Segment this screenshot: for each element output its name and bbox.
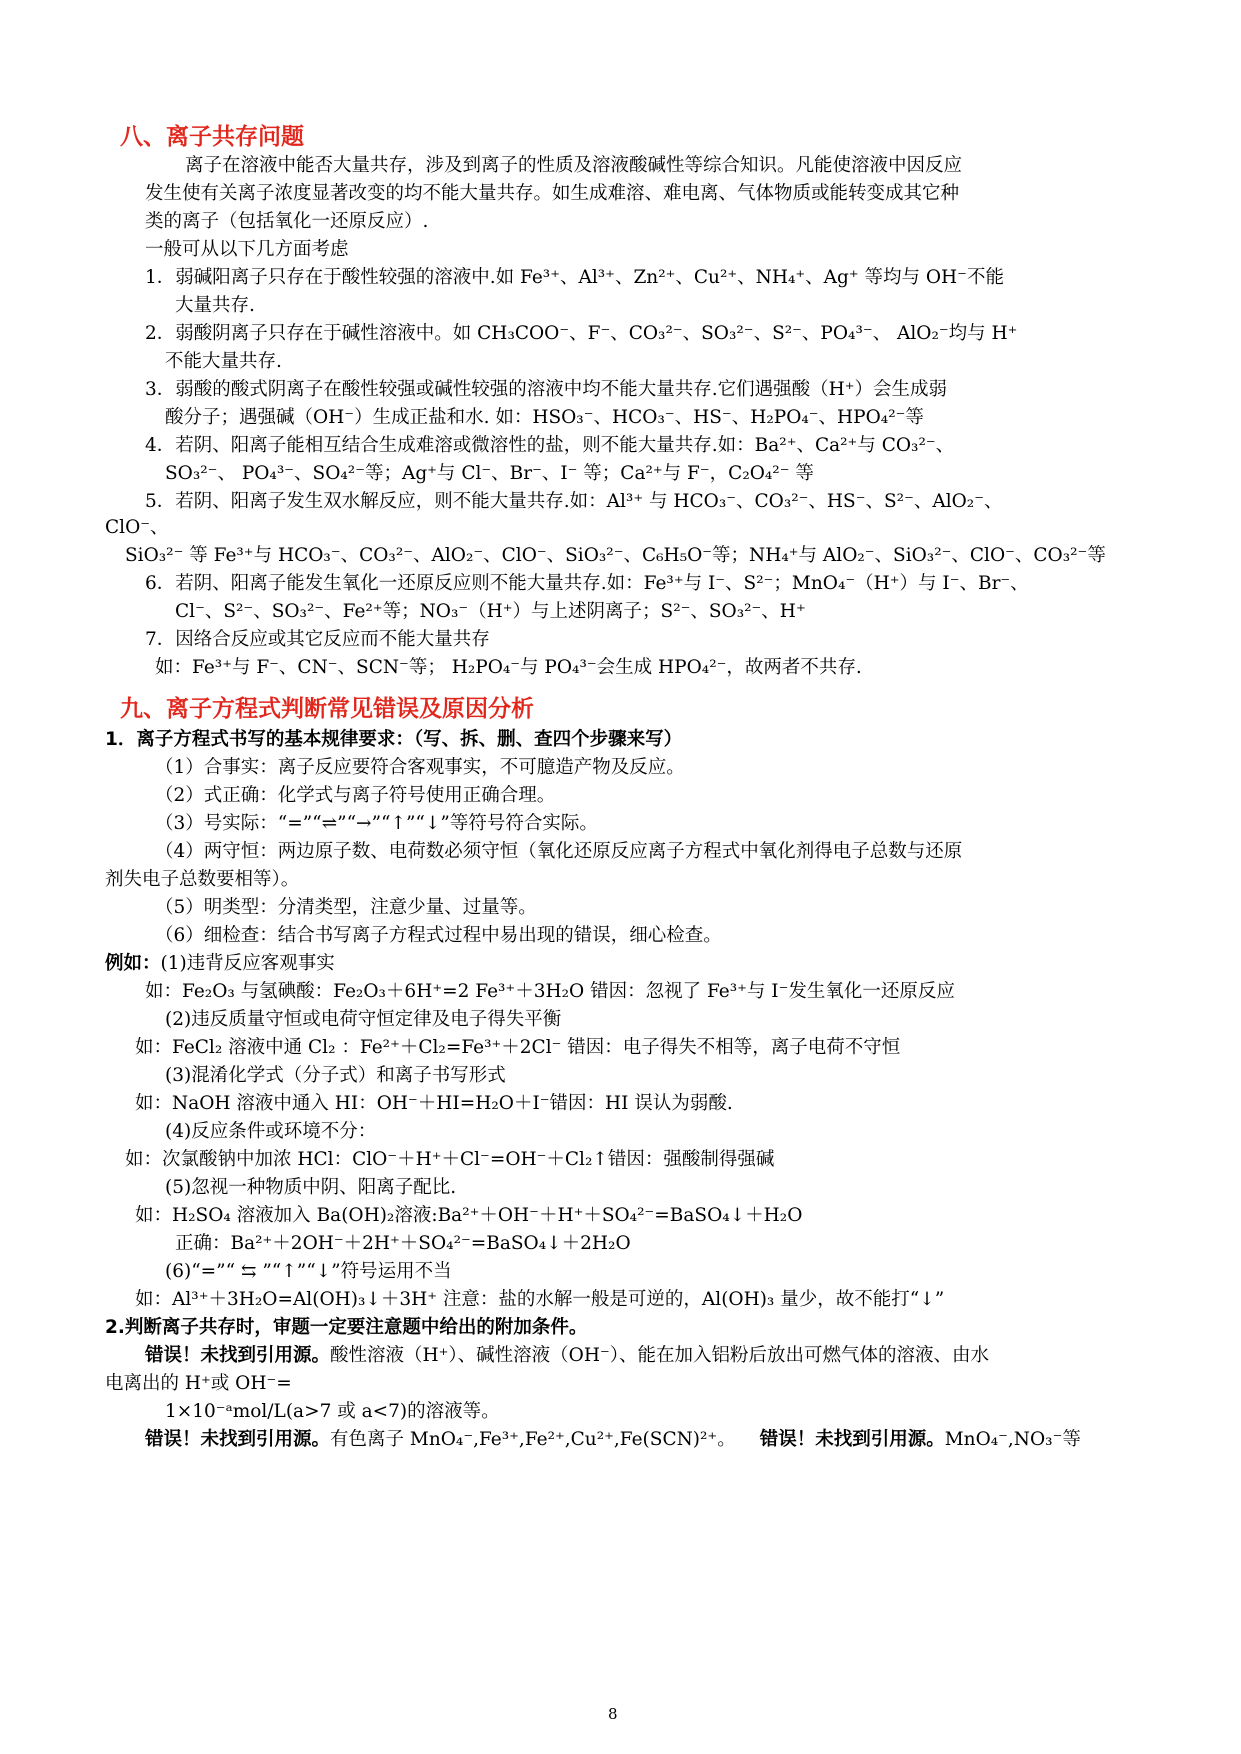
text-line: 大量共存. (175, 295, 255, 316)
text-line: （1）合事实：离子反应要符合客观事实，不可臆造产物及反应。 (155, 757, 685, 778)
text-line: 7．因络合反应或其它反应而不能大量共存 (145, 629, 490, 650)
text-line: (2)违反质量守恒或电荷守恒定律及电子得失平衡 (165, 1009, 562, 1030)
rule-heading: 2.判断离子共存时，审题一定要注意题中给出的附加条件。 (105, 1317, 588, 1338)
text-line: 电离出的 H⁺或 OH⁻= (105, 1373, 292, 1394)
text-line: （4）两守恒：两边原子数、电荷数必须守恒（氧化还原反应离子方程式中氧化剂得电子总数与还原 (155, 841, 963, 862)
text-line (145, 1426, 1081, 1454)
text-line (145, 1342, 989, 1370)
text-line: 发生使有关离子浓度显著改变的均不能大量共存。如生成难溶、难电离、气体物质或能转变成其它种 (145, 183, 960, 204)
reference-error: 错误！未找到引用源。 (759, 1429, 945, 1450)
text-line: 如：Fe³⁺与 F⁻、CN⁻、SCN⁻等； H₂PO₄⁻与 PO₄³⁻会生成 HPO₄²⁻，故两者不共存. (155, 657, 862, 678)
text-line: (6)“=”“ ⇆ ”“↑”“↓”符号运用不当 (165, 1261, 452, 1282)
text-line: （6）细检查：结合书写离子方程式过程中易出现的错误，细心检查。 (155, 925, 722, 946)
text-line: 一般可从以下几方面考虑 (145, 239, 349, 260)
rule-heading: 1．离子方程式书写的基本规律要求：（写、拆、删、查四个步骤来写） (105, 729, 683, 750)
text-line: （5）明类型：分清类型，注意少量、过量等。 (155, 897, 537, 918)
text-line: SO₃²⁻、 PO₄³⁻、SO₄²⁻等；Ag⁺与 Cl⁻、Br⁻、I⁻ 等；Ca²⁺与 F⁻，C₂O₄²⁻ 等 (165, 463, 814, 484)
text-line: 4．若阴、阳离子能相互结合生成难溶或微溶性的盐，则不能大量共存.如：Ba²⁺、Ca²⁺与 CO₃²⁻、 (145, 435, 955, 456)
text-line: 类的离子（包括氧化一还原反应）. (145, 211, 429, 232)
text-line: （2）式正确：化学式与离子符号使用正确合理。 (155, 785, 556, 806)
example-label: 例如： (105, 953, 161, 974)
section-9-title: 九、离子方程式判断常见错误及原因分析 (120, 696, 534, 722)
text-line: 如：次氯酸钠中加浓 HCl：ClO⁻＋H⁺＋Cl⁻=OH⁻＋Cl₂↑错因：强酸制得强碱 (125, 1149, 775, 1170)
text-line: (5)忽视一种物质中阴、阳离子配比. (165, 1177, 457, 1198)
page-number: 8 (608, 1705, 618, 1723)
text-line: 剂失电子总数要相等）。 (105, 869, 300, 890)
text-line: 如：H₂SO₄ 溶液加入 Ba(OH)₂溶液:Ba²⁺＋OH⁻＋H⁺＋SO₄²⁻=BaSO₄↓＋H₂O (135, 1205, 803, 1226)
text-line: 不能大量共存. (165, 351, 282, 372)
text-line: 正确：Ba²⁺＋2OH⁻＋2H⁺＋SO₄²⁻=BaSO₄↓＋2H₂O (175, 1233, 631, 1254)
text-line: ClO⁻、 (105, 517, 169, 538)
text-span: 酸性溶液（H⁺）、碱性溶液（OH⁻）、能在加入铝粉后放出可燃气体的溶液、由水 (330, 1345, 989, 1366)
text-line: 如：Al³⁺＋3H₂O=Al(OH)₃↓＋3H⁺ 注意：盐的水解一般是可逆的，Al(OH)₃ 量少，故不能打“↓” (135, 1289, 945, 1310)
text-line: (3)混淆化学式（分子式）和离子书写形式 (165, 1065, 506, 1086)
reference-error: 错误！未找到引用源。 (145, 1429, 331, 1450)
reference-error: 错误！未找到引用源。 (145, 1345, 331, 1366)
section-8-title: 八、离子共存问题 (120, 124, 304, 150)
text-line: 3．弱酸的酸式阴离子在酸性较强或碱性较强的溶液中均不能大量共存.它们遇强酸（H⁺）会生成弱 (145, 379, 948, 400)
text-line: 如：FeCl₂ 溶液中通 Cl₂ ：Fe²⁺＋Cl₂=Fe³⁺＋2Cl⁻ 错因：电子得失不相等，离子电荷不守恒 (135, 1037, 901, 1058)
text-line: 1×10⁻ᵃmol/L(a>7 或 a<7)的溶液等。 (165, 1401, 500, 1422)
text-line: 5．若阴、阳离子发生双水解反应，则不能大量共存.如：Al³⁺ 与 HCO₃⁻、CO₃²⁻、HS⁻、S²⁻、AlO₂⁻、 (145, 491, 1003, 512)
text-line: 如：NaOH 溶液中通入 HI：OH⁻＋HI=H₂O＋I⁻错因：HI 误认为弱酸. (135, 1093, 733, 1114)
text-line: 如：Fe₂O₃ 与氢碘酸：Fe₂O₃＋6H⁺=2 Fe³⁺＋3H₂O 错因：忽视了 Fe³⁺与 I⁻发生氧化一还原反应 (145, 981, 955, 1002)
text-line: 1．弱碱阳离子只存在于酸性较强的溶液中.如 Fe³⁺、Al³⁺、Zn²⁺、Cu²⁺、NH₄⁺、Ag⁺ 等均与 OH⁻不能 (145, 267, 1004, 288)
text-span: MnO₄⁻,NO₃⁻等 (944, 1429, 1081, 1450)
text-line: 酸分子；遇强碱（OH⁻）生成正盐和水. 如：HSO₃⁻、HCO₃⁻、HS⁻、H₂PO₄⁻、HPO₄²⁻等 (165, 407, 924, 428)
text-line: 6．若阴、阳离子能发生氧化一还原反应则不能大量共存.如：Fe³⁺与 I⁻、S²⁻；MnO₄⁻（H⁺）与 I⁻、Br⁻、 (145, 573, 1029, 594)
text-line: （3）号实际：“=”“⇌”“→”“↑”“↓”等符号符合实际。 (155, 813, 598, 834)
text-line: 2．弱酸阴离子只存在于碱性溶液中。如 CH₃COO⁻、F⁻、CO₃²⁻、SO₃²⁻、S²⁻、PO₄³⁻、 AlO₂⁻均与 H⁺ (145, 323, 1018, 344)
text-line: SiO₃²⁻ 等 Fe³⁺与 HCO₃⁻、CO₃²⁻、AlO₂⁻、ClO⁻、SiO₃²⁻、C₆H₅O⁻等；NH₄⁺与 AlO₂⁻、SiO₃²⁻、ClO⁻、CO₃²⁻等 (125, 545, 1106, 566)
text-line: (4)反应条件或环境不分： (165, 1121, 377, 1142)
text-line: 离子在溶液中能否大量共存，涉及到离子的性质及溶液酸碱性等综合知识。凡能使溶液中因反应 (185, 155, 963, 176)
example-line (105, 950, 335, 978)
example-item: (1)违背反应客观事实 (160, 953, 335, 974)
text-line: Cl⁻、S²⁻、SO₃²⁻、Fe²⁺等；NO₃⁻（H⁺）与上述阴离子；S²⁻、SO₃²⁻、H⁺ (175, 601, 806, 622)
text-span: 有色离子 MnO₄⁻,Fe³⁺,Fe²⁺,Cu²⁺,Fe(SCN)²⁺。 (330, 1429, 736, 1450)
